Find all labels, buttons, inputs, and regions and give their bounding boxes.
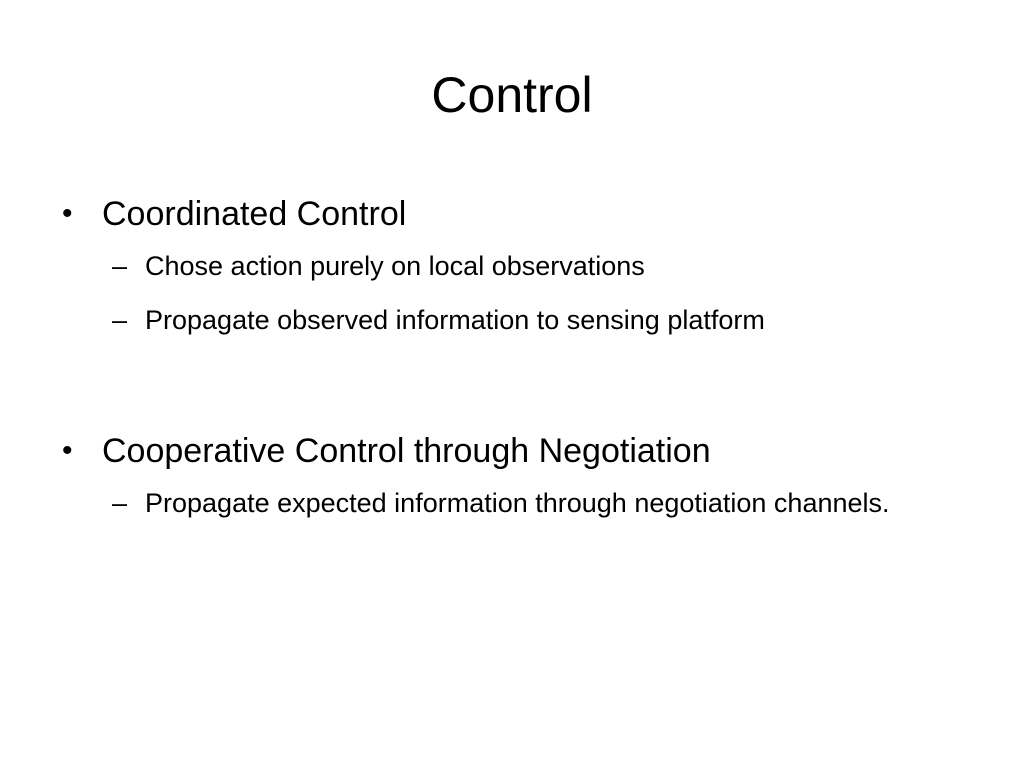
sub-bullet-list	[62, 481, 962, 525]
sub-bullet-item	[62, 481, 965, 525]
bullet-section-coordinated-control	[62, 188, 962, 352]
sub-bullet-item	[62, 244, 962, 288]
sub-bullet-text: Chose action purely on local observations	[145, 251, 645, 281]
sub-bullet-list	[62, 244, 962, 342]
bullet-text: Cooperative Control through Negotiation	[102, 432, 711, 470]
sub-bullet-text: Propagate observed information to sensing platform	[145, 305, 765, 335]
slide-title: Control	[431, 67, 593, 123]
sub-bullet-text: Propagate expected information through negotiation channels.	[145, 488, 890, 518]
bullet-text: Coordinated Control	[102, 195, 407, 233]
dash-icon: –	[112, 488, 128, 518]
bullet-item	[62, 188, 962, 240]
dash-icon: –	[112, 305, 128, 335]
bullet-item	[62, 425, 962, 477]
sub-bullet-item	[62, 298, 962, 342]
bullet-dot-icon: •	[62, 197, 73, 230]
bullet-section-cooperative-control	[62, 425, 962, 535]
dash-icon: –	[112, 251, 128, 281]
bullet-dot-icon: •	[62, 434, 73, 467]
